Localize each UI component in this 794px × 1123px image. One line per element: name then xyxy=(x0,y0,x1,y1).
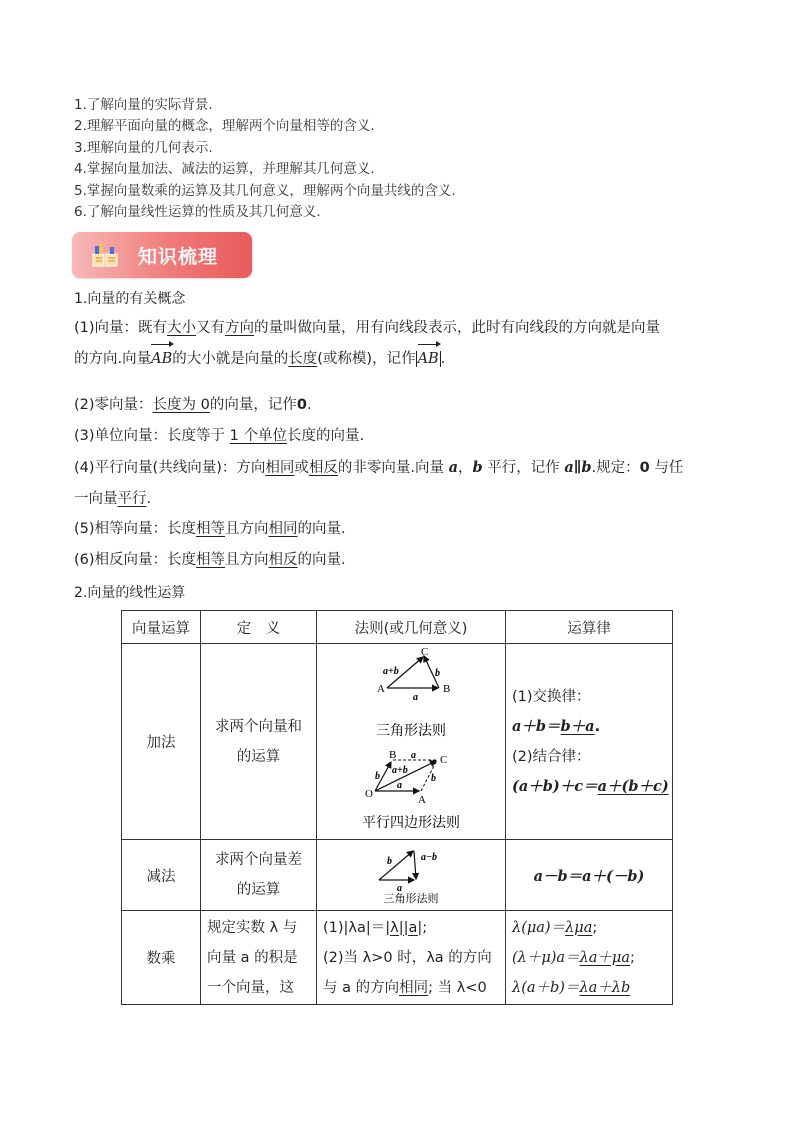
op-laws: (1)交换律： a＋b＝b＋a. (2)结合律： (a＋b)＋c＝a＋(b＋c) xyxy=(506,644,673,840)
op-rule xyxy=(317,840,506,911)
svg-text:C: C xyxy=(421,645,429,658)
section-title: 1.向量的有关概念 xyxy=(74,291,186,307)
goal-item: 3.理解向量的几何表示. xyxy=(74,139,213,156)
svg-text:a−b: a−b xyxy=(421,852,438,863)
header-cell: 向量运算 xyxy=(122,611,201,644)
learning-goals xyxy=(74,95,456,223)
svg-text:b: b xyxy=(431,772,436,784)
goal-item: 4.掌握向量加法、减法的运算，并理解其几何意义. xyxy=(74,161,375,178)
concept-vector: (1)向量：既有大小又有方向的量叫做向量，用有向线段表示，此时有向线段的方向就是向量 的方向.向量AB的大小就是向量的长度(或称模)，记作 AB . xyxy=(74,313,734,375)
concept-zero-vector: (2)零向量：长度为 0的向量，记作0. xyxy=(74,397,312,413)
op-rule: (1)|λa|＝|λ||a|; (2)当 λ>0 时，λa 的方向 与 a 的方向相同; 当 λ<0 xyxy=(317,911,506,1005)
concept-parallel-vector: (4)平行向量(共线向量)：方向相同或相反的非零向量.向量 a，b 平行，记作 a∥b.规定：0 与任 一向量平行. xyxy=(74,459,684,507)
svg-text:B: B xyxy=(443,682,451,695)
goal-item: 5.掌握向量数乘的运算及其几何意义，理解两个向量共线的含义. xyxy=(74,182,456,199)
subtraction-caption: 三角形法则 xyxy=(383,892,439,905)
concept-unit-vector: (3)单位向量：长度等于 1 个单位长度的向量. xyxy=(74,428,365,444)
banner-title: 知识梳理 xyxy=(138,246,219,268)
parallelogram-rule-figure xyxy=(365,749,447,806)
svg-text:a: a xyxy=(413,691,418,703)
svg-text:b: b xyxy=(387,856,392,867)
op-definition: 规定实数 λ 与 向量 a 的积是 一个向量，这 xyxy=(201,911,317,1005)
vector-ab: AB xyxy=(151,344,172,375)
op-rule xyxy=(317,644,506,840)
goal-item: 1.了解向量的实际背景. xyxy=(74,97,213,113)
svg-text:A: A xyxy=(377,682,385,695)
svg-text:O: O xyxy=(365,787,373,800)
svg-text:a: a xyxy=(397,883,402,894)
table-header-row xyxy=(122,611,673,644)
concept-opposite-vector: (6)相反向量：长度相等且方向相反的向量. xyxy=(74,552,346,568)
svg-text:a: a xyxy=(397,779,402,791)
op-laws: λ(μa)＝λμa; (λ＋μ)a＝λa＋μa; λ(a＋b)＝λa＋λb xyxy=(506,911,673,1005)
header-cell: 运算律 xyxy=(506,611,673,644)
subtraction-diagram xyxy=(317,842,505,908)
svg-text:b: b xyxy=(375,770,380,782)
op-name: 减法 xyxy=(122,840,201,911)
book-icon xyxy=(90,240,120,270)
addition-diagram xyxy=(317,646,505,838)
svg-text:B: B xyxy=(389,748,397,761)
header-cell: 法则(或几何意义) xyxy=(317,611,506,644)
svg-text:a: a xyxy=(411,749,416,761)
svg-text:A: A xyxy=(418,793,426,806)
op-name: 数乘 xyxy=(122,911,201,1005)
svg-text:b: b xyxy=(435,667,440,679)
table-row-addition xyxy=(122,644,673,840)
parallelogram-rule-caption: 平行四边形法则 xyxy=(362,814,460,831)
header-cell: 定 义 xyxy=(201,611,317,644)
table-row-scalar-multiplication xyxy=(122,911,673,1005)
goal-item: 6.了解向量线性运算的性质及其几何意义. xyxy=(74,204,321,221)
svg-text:a+b: a+b xyxy=(392,764,408,776)
op-definition: 求两个向量差 的运算 xyxy=(201,840,317,911)
svg-text:C: C xyxy=(440,753,448,766)
section-title: 2.向量的线性运算 xyxy=(74,585,186,601)
linear-operations-table xyxy=(121,610,673,1005)
op-name: 加法 xyxy=(122,644,201,840)
svg-text:a+b: a+b xyxy=(383,665,399,677)
goal-item: 2.理解平面向量的概念，理解两个向量相等的含义. xyxy=(74,118,375,135)
op-laws: a－b＝a＋(－b) xyxy=(506,840,673,911)
op-definition: 求两个向量和 的运算 xyxy=(201,644,317,840)
triangle-rule-figure xyxy=(377,646,450,703)
vector-ab-modulus: AB xyxy=(416,351,441,367)
concept-equal-vector: (5)相等向量：长度相等且方向相同的向量. xyxy=(74,521,346,537)
section-banner xyxy=(72,232,252,278)
triangle-rule-caption: 三角形法则 xyxy=(376,722,446,739)
table-row-subtraction xyxy=(122,840,673,911)
